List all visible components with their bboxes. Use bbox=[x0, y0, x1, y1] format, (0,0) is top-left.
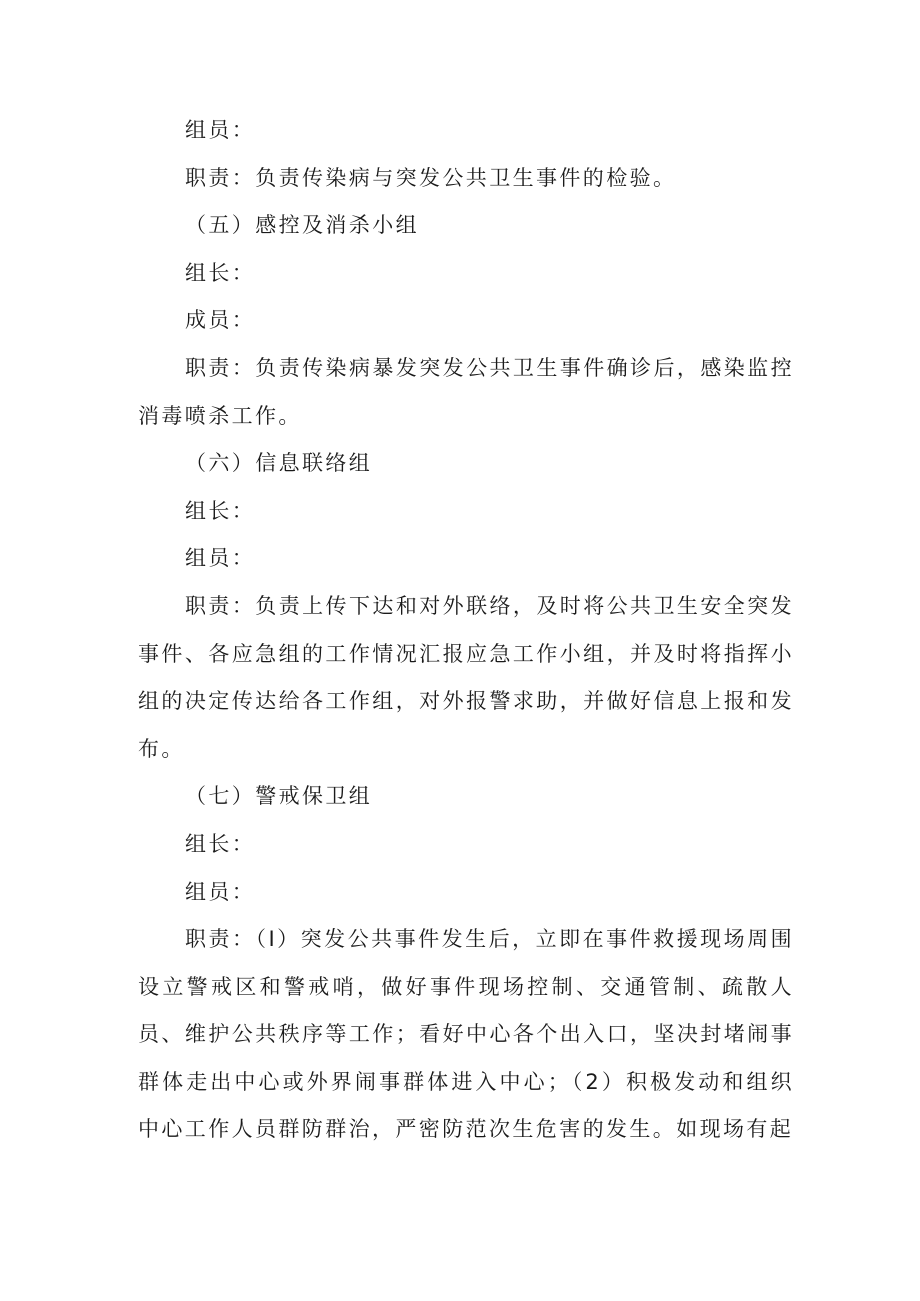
section-heading: （六）信息联络组 bbox=[185, 451, 373, 476]
document-body bbox=[138, 107, 794, 1154]
duty-paragraph: 职责：负责上传下达和对外联络，及时将公共卫生安全突发事件、各应急组的工作情况汇报应急工作小组，并及时将指挥小组的决定传达给各工作组，对外报警求助，并做好信息上报和发布。 bbox=[138, 593, 794, 761]
field-line-leader: 组长： bbox=[185, 831, 256, 856]
duty-paragraph: 职责：负责传染病与突发公共卫生事件的检验。 bbox=[185, 165, 677, 190]
duty-paragraph: 职责：负责传染病暴发突发公共卫生事件确诊后，感染监控消毒喷杀工作。 bbox=[138, 355, 794, 428]
section-heading: （五）感控及消杀小组 bbox=[185, 213, 419, 238]
field-line-members: 组员： bbox=[185, 546, 256, 571]
field-line-members: 成员： bbox=[185, 308, 256, 333]
section-heading: （七）警戒保卫组 bbox=[185, 784, 373, 809]
field-line-leader: 组长： bbox=[185, 498, 256, 523]
field-line-leader: 组长： bbox=[185, 260, 256, 285]
field-line-members: 组员： bbox=[185, 879, 256, 904]
field-line-members: 组员： bbox=[185, 118, 256, 142]
duty-paragraph: 职责：（I）突发公共事件发生后，立即在事件救援现场周围设立警戒区和警戒哨，做好事件现场控制、交通管制、疏散人员、维护公共秩序等工作；看好中心各个出入口，坚决封堵闹事群体走出中心或外界闹事群体进入中心；（2）积极发动和组织中心工作人员群防群治，严密防范次生危害的发生。如现场有起 bbox=[138, 927, 794, 1142]
